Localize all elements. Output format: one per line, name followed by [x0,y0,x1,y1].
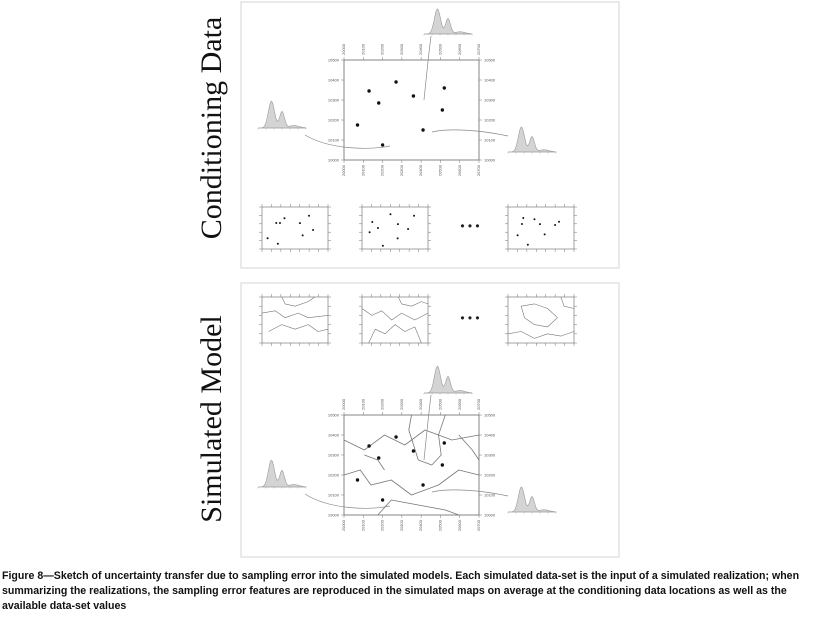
x-tick-label: 20300 [398,43,404,55]
x-tick-label: 20400 [418,520,424,532]
data-point [377,227,379,229]
small-simulated-map [505,294,577,346]
data-point [397,223,399,225]
y-tick-label: 10200 [484,472,496,478]
histogram-shape [258,460,306,487]
data-point [443,86,446,89]
data-point [413,215,415,217]
y-tick-label: 10000 [327,512,339,518]
y-tick-label: 10100 [484,137,496,143]
x-tick-label: 20600 [456,398,462,410]
data-point [381,498,384,501]
histogram-shape [508,127,556,152]
x-tick-label: 20100 [360,520,366,532]
ellipsis: • • • [460,219,480,233]
data-point [522,217,524,219]
data-point [308,215,310,217]
y-tick-label: 10100 [327,492,339,498]
data-point [421,128,424,131]
map-frame [262,297,328,343]
data-point [441,108,444,111]
x-tick-label: 20600 [456,165,462,177]
y-tick-label: 10400 [327,77,339,83]
y-tick-label: 10300 [484,97,496,103]
x-tick-label: 20300 [398,520,404,532]
data-point [377,456,380,459]
x-tick-label: 20500 [437,520,443,532]
y-tick-label: 10500 [484,57,496,63]
data-point [421,483,424,486]
data-point [554,224,556,226]
histogram-top-simulated [424,366,472,394]
x-tick-label: 20200 [379,520,385,532]
x-tick-label: 20300 [398,165,404,177]
data-point [283,217,285,219]
histogram-top [424,9,472,36]
histogram-right-simulated [508,487,556,514]
x-tick-label: 20000 [341,520,347,532]
x-tick-label: 20600 [456,520,462,532]
y-tick-label: 10300 [327,452,339,458]
histogram-shape [258,101,306,128]
y-tick-label: 10300 [484,452,496,458]
x-tick-label: 20400 [418,165,424,177]
x-tick-label: 20300 [398,398,404,410]
small-conditioning-map [259,204,331,252]
y-tick-label: 10400 [484,77,496,83]
y-tick-label: 10400 [327,432,339,438]
data-point [533,218,535,220]
x-tick-label: 20700 [476,520,482,532]
data-point [394,435,397,438]
x-tick-label: 20600 [456,43,462,55]
main-simulated-map [328,398,496,531]
data-point [527,244,529,246]
small-simulated-map [259,294,331,346]
map-frame [508,207,574,249]
data-point [356,478,359,481]
data-point [367,444,370,447]
y-tick-label: 10000 [327,157,339,163]
data-point [412,94,415,97]
x-tick-label: 20000 [341,398,347,410]
data-point [279,222,281,224]
x-tick-label: 20700 [476,398,482,410]
ellipsis: • • • [460,311,480,325]
data-point [521,223,523,225]
data-point [267,237,269,239]
map-frame [362,207,428,249]
map-frame [262,207,328,249]
histogram-right [508,127,556,154]
y-tick-label: 10500 [327,57,339,63]
data-point [369,231,371,233]
y-tick-label: 10500 [484,412,496,418]
panel-title-simulated: Simulated Model [195,315,228,523]
data-point [407,228,409,230]
data-point [377,101,380,104]
data-point [517,234,519,236]
data-point [558,221,560,223]
data-point [367,89,370,92]
small-conditioning-map [359,204,431,252]
x-tick-label: 20200 [379,165,385,177]
data-point [412,449,415,452]
figure-caption: Figure 8—Sketch of uncertainty transfer due to sampling error into the simulated models. Each simulated data-set is the input of a simulated realization; when summarizing the realizations, the sampling error features are reproduced in the simulated maps on average at the conditioning data locations as well as the available data-set values [2,570,800,612]
map-frame [344,415,479,515]
small-simulated-map [359,294,431,346]
histogram-left-simulated [258,460,306,488]
y-tick-label: 10400 [484,432,496,438]
y-tick-label: 10200 [484,117,496,123]
x-tick-label: 20500 [437,43,443,55]
map-frame [344,60,479,160]
small-conditioning-map [505,204,577,252]
data-point [539,223,541,225]
x-tick-label: 20100 [360,165,366,177]
x-tick-label: 20100 [360,398,366,410]
data-point [312,229,314,231]
data-point [381,143,384,146]
data-point [356,123,359,126]
x-tick-label: 20700 [476,165,482,177]
histogram-left [258,101,306,129]
y-tick-label: 10000 [484,512,496,518]
x-tick-label: 20400 [418,398,424,410]
y-tick-label: 10500 [327,412,339,418]
x-tick-label: 20700 [476,43,482,55]
histogram-shape [508,487,556,512]
histogram-shape [424,9,472,34]
data-point [275,222,277,224]
data-point [389,213,391,215]
x-tick-label: 20200 [379,398,385,410]
data-point [277,243,279,245]
y-tick-label: 10100 [327,137,339,143]
data-point [544,233,546,235]
x-tick-label: 20500 [437,165,443,177]
data-point [443,441,446,444]
data-point [299,222,301,224]
y-tick-label: 10000 [484,157,496,163]
y-tick-label: 10200 [327,472,339,478]
panel-title-conditioning: Conditioning Data [195,16,228,240]
x-tick-label: 20000 [341,165,347,177]
data-point [394,80,397,83]
y-tick-label: 10100 [484,492,496,498]
x-tick-label: 20400 [418,43,424,55]
x-tick-label: 20000 [341,43,347,55]
data-point [441,463,444,466]
data-point [397,237,399,239]
x-tick-label: 20100 [360,43,366,55]
y-tick-label: 10200 [327,117,339,123]
data-point [371,221,373,223]
data-point [382,245,384,247]
histogram-shape [424,366,472,393]
main-conditioning-map [328,43,496,176]
x-tick-label: 20500 [437,398,443,410]
data-point [302,234,304,236]
x-tick-label: 20200 [379,43,385,55]
y-tick-label: 10300 [327,97,339,103]
